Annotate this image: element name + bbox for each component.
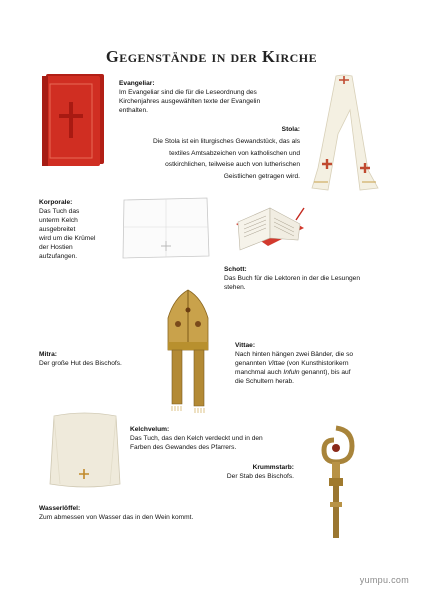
krummstab-image xyxy=(312,420,360,538)
krummstab-text: Der Stab des Bischofs. xyxy=(226,473,294,480)
mitra-image xyxy=(160,288,216,414)
schott-image xyxy=(232,194,308,256)
kelchvelum-image xyxy=(46,412,124,490)
mitra-label: Mitra: xyxy=(39,351,57,358)
stola-label: Stola: xyxy=(281,126,300,133)
page-title: Gegenstände in der Kirche xyxy=(105,47,318,66)
krummstab-label: Krummstarb: xyxy=(252,464,294,471)
evangeliar-text: Im Evangeliar sind die für die Leseordnung des Kirchenjahres ausgewählten texte der Evangelin enthalten. xyxy=(119,89,261,114)
schott-text: Das Buch für die Lektoren in der die Lesungen stehen. xyxy=(224,275,360,291)
korporale-text: Das Tuch das unterm Kelch ausgebreitet wird um die Krümel der Hostien aufzufangen. xyxy=(39,208,96,260)
wasserloeffel-text: Zum abmessen von Wasser das in den Wein kommt. xyxy=(39,514,194,521)
evangeliar-image xyxy=(40,72,108,168)
stola-image xyxy=(306,74,384,192)
wasserloeffel-label: Wasserlöffel: xyxy=(39,505,81,512)
korporale-image xyxy=(121,196,211,260)
korporale-label: Korporale: xyxy=(39,199,73,206)
vittae-text: Nach hinten hängen zwei Bänder, die so genannten Vittae (von Kunsthistorikern manchmal auch Infuln genannt), bis auf die Schultern herab. xyxy=(235,351,354,385)
watermark: yumpu.com xyxy=(359,575,409,585)
mitra-text: Der große Hut des Bischofs. xyxy=(39,360,122,367)
kelchvelum-label: Kelchvelum: xyxy=(130,426,170,433)
schott-label: Schott: xyxy=(224,266,247,273)
stola-text: Die Stola ist ein liturgisches Gewandstück, das als textiles Amtsabzeichen von katholischen und ostkirchlichen, teilweise auch von lutherischen Geistlichen getragen wird. xyxy=(153,138,300,180)
kelchvelum-text: Das Tuch, das den Kelch verdeckt und in den Farben des Gewandes des Pfarrers. xyxy=(130,435,263,451)
evangeliar-label: Evangeliar: xyxy=(119,80,155,87)
vittae-label: Vittae: xyxy=(235,342,256,349)
